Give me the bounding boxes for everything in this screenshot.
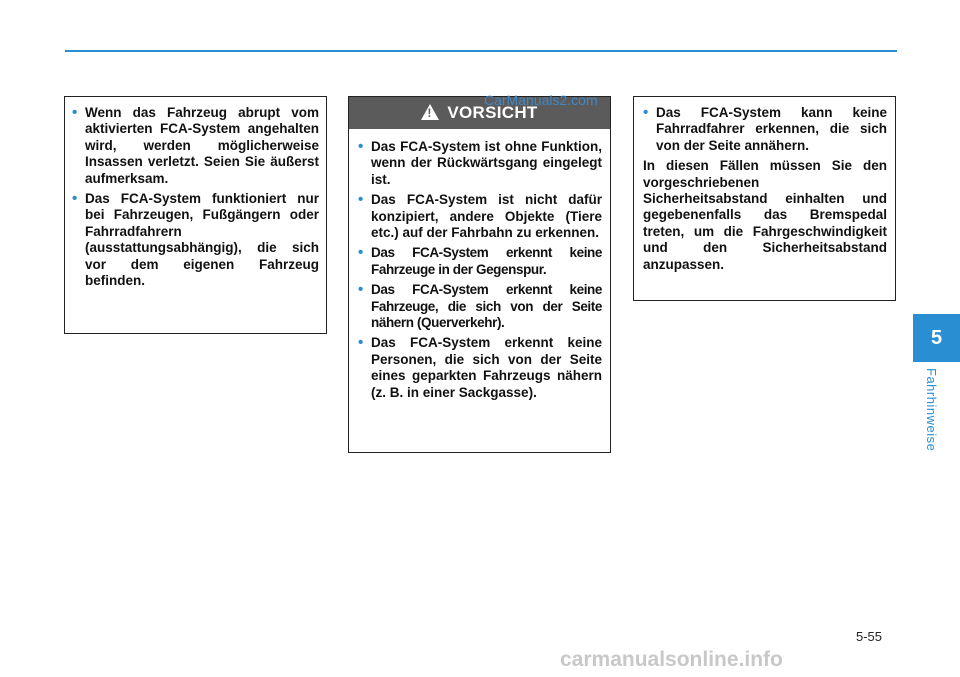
list-item: • Wenn das Fahrzeug abrupt vom aktivierten FCA-System angehalten wird, werden möglicherweise Insassen verletzt. Seien Sie äußerst aufmerksam. <box>72 105 319 187</box>
list-item: • Das FCA-System kann keine Fahrradfahrer erkennen, die sich von der Seite annähern. <box>643 105 887 154</box>
warning-triangle-icon <box>421 104 439 120</box>
notice-box-right <box>633 96 896 301</box>
advice-paragraph: In diesen Fällen müssen Sie den vorgeschriebenen Sicherheitsabstand einhalten und gegebenenfalls das Bremspedal treten, um die Fahrgeschwindigkeit und den Sicherheitsabstand anzupassen. <box>643 158 887 272</box>
chapter-number: 5 <box>930 326 943 349</box>
chapter-label: Fahrhinweise <box>924 368 939 452</box>
list-item: • Das FCA-System erkennt keine Fahrzeuge, die sich von der Seite nähern (Querverkehr). <box>358 282 602 331</box>
list-item: • Das FCA-System ist nicht dafür konzipiert, andere Objekte (Tiere etc.) auf der Fahrbahn zu erkennen. <box>358 192 602 241</box>
notice-box-left <box>64 96 327 334</box>
caution-box <box>348 96 611 453</box>
watermark-bottom[interactable]: carmanualsonline.info <box>560 648 783 671</box>
bullet-list <box>358 139 602 401</box>
list-item: • Das FCA-System ist ohne Funktion, wenn der Rückwärtsgang eingelegt ist. <box>358 139 602 188</box>
list-item: • Das FCA-System funktioniert nur bei Fahrzeugen, Fußgängern oder Fahrradfahrern (ausstattungsabhängig), die sich vor dem eigenen Fahrzeug befinden. <box>72 191 319 289</box>
bullet-list <box>643 105 887 154</box>
caution-title: VORSICHT <box>447 103 538 122</box>
page-number: 5-55 <box>856 629 883 644</box>
chapter-tab[interactable] <box>913 314 960 362</box>
list-item: • Das FCA-System erkennt keine Personen, die sich von der Seite eines geparkten Fahrzeugs nähern (z. B. in einer Sackgasse). <box>358 335 602 401</box>
bullet-list <box>72 105 319 289</box>
list-item: • Das FCA-System erkennt keine Fahrzeuge in der Gegenspur. <box>358 245 602 278</box>
header-rule <box>65 50 897 52</box>
watermark-top[interactable]: CarManuals2.com <box>484 92 598 108</box>
